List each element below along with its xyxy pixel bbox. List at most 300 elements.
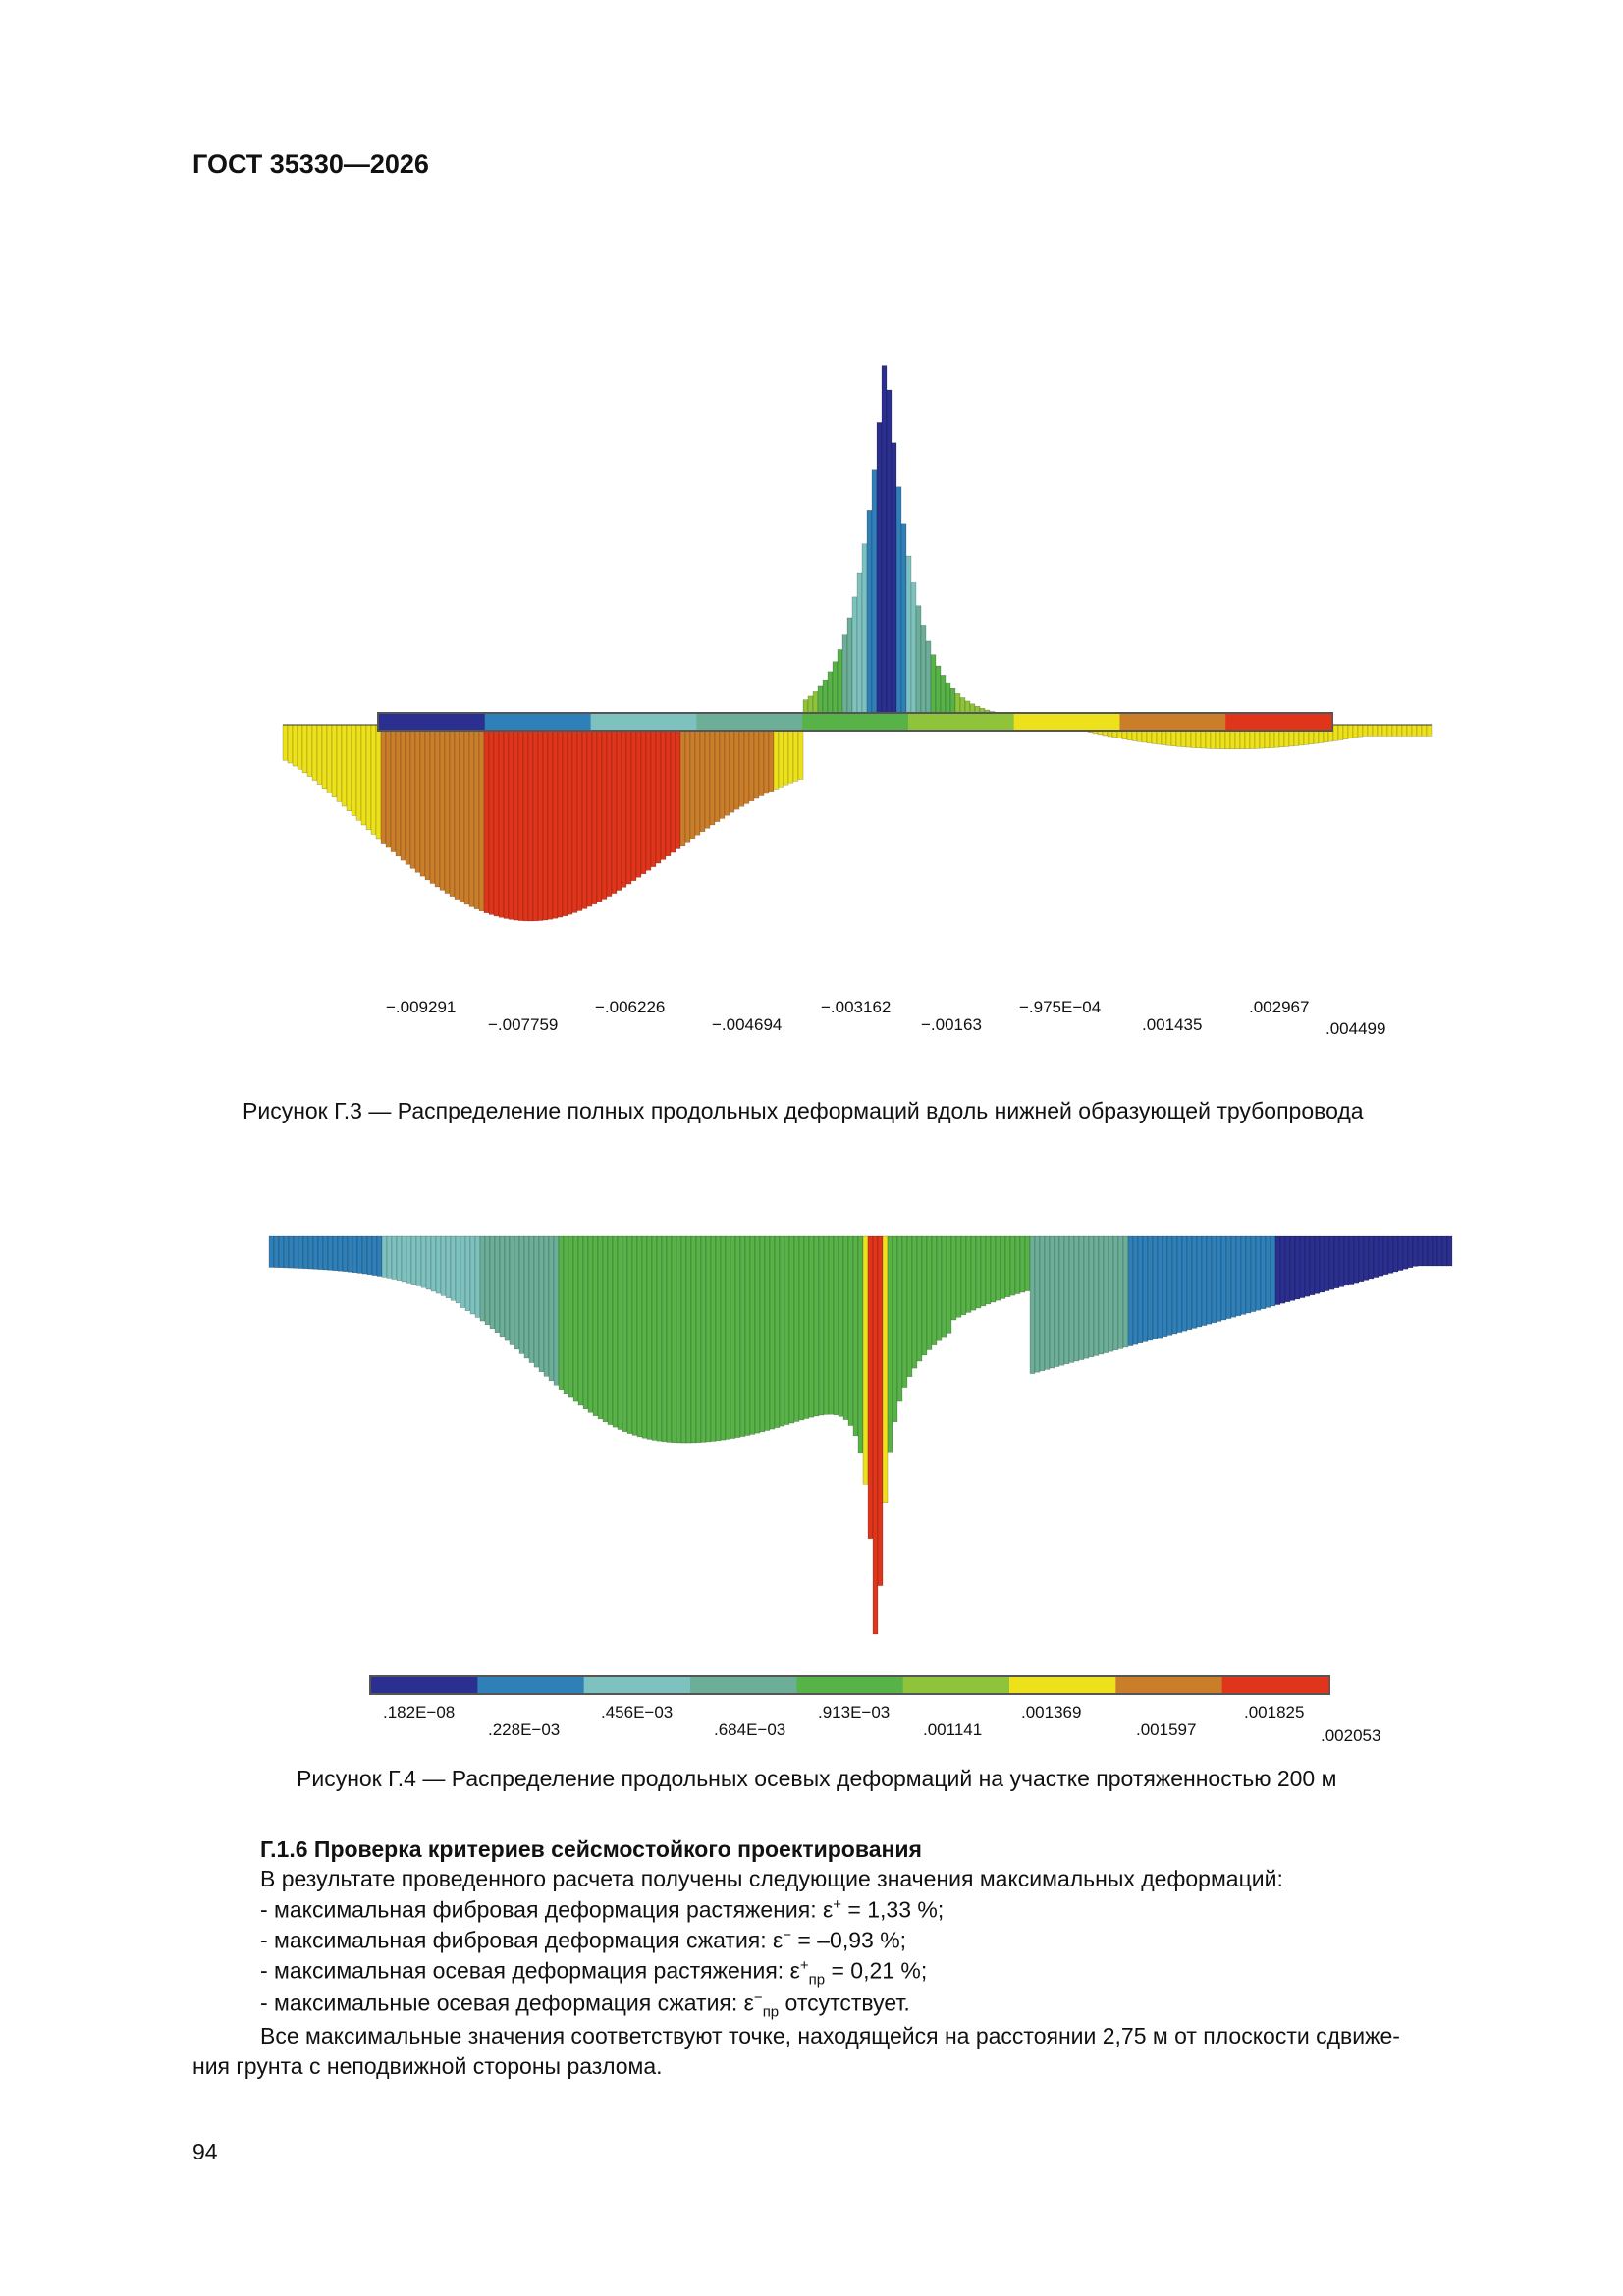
g4-bar [1104,1236,1109,1353]
g3-legend-cell [908,714,1014,730]
g4-bar [416,1236,421,1285]
g4-bar [1354,1236,1359,1283]
g4-bar [308,1236,313,1269]
g3-bar [887,390,892,725]
g4-bar [1005,1236,1010,1297]
g3-tick-9: .002967 [1249,998,1310,1016]
g4-bar [986,1236,991,1304]
g4-bar [770,1236,775,1429]
g4-bar [348,1236,352,1272]
g3-bar [617,725,622,891]
g3-bar [690,725,695,839]
g4-bar [1442,1236,1447,1266]
g4-bar [1329,1236,1334,1289]
g4-bar [1192,1236,1197,1328]
bullet-1-value: = 1,33 %; [841,1896,945,1923]
g4-bar [608,1236,613,1425]
g4-bar [1418,1236,1423,1266]
g3-bar [705,725,710,828]
g3-bar [293,725,298,766]
g4-bar [475,1236,480,1317]
g4-legend-cell [371,1677,478,1693]
g3-bar [680,725,685,846]
g3-bar [636,725,641,877]
g4-bar [927,1236,932,1350]
g4-bar [760,1236,765,1432]
g4-bar [382,1236,387,1277]
g4-bar [730,1236,735,1439]
g3-tick-5: −.003162 [821,998,892,1016]
g4-bar [745,1236,750,1435]
g4-bar [338,1236,343,1271]
g4-bar [480,1236,485,1321]
g3-bar [734,725,739,809]
g3-legend-cell [696,714,802,730]
g4-bar [981,1236,986,1306]
bullet-3-sup: + [799,1957,809,1974]
g4-bar [686,1236,691,1443]
g3-bar [474,725,479,909]
g3-bar [548,725,553,919]
g3-bar [396,725,401,856]
closing-line-2: ния грунта с неподвижной стороны разлома. [192,2053,663,2079]
g4-bar [289,1236,294,1268]
g4-bar [932,1236,937,1345]
g4-bar [1094,1236,1099,1355]
g3-bar [754,725,759,798]
g3-bar [842,635,847,725]
g3-bars [283,366,1432,921]
g3-bar [1363,725,1368,736]
g4-bar [1025,1236,1030,1291]
g4-bar [966,1236,971,1312]
g4-tick-5: .913E−03 [818,1703,891,1722]
g3-bar [882,366,887,725]
g4-bar [495,1236,500,1333]
g4-bar [996,1236,1001,1300]
g4-bar [500,1236,505,1337]
g4-bar [1275,1236,1280,1305]
g4-bar [701,1236,706,1442]
g4-bar [1045,1236,1050,1369]
g4-bar [1217,1236,1221,1321]
g4-bar [799,1236,804,1420]
g3-bar [867,510,872,725]
g3-bar [612,725,617,894]
g3-bar [518,725,523,921]
g4-bar [1261,1236,1266,1309]
g3-bar [695,725,700,835]
g4-bar [1221,1236,1226,1320]
g3-bar [1358,725,1363,737]
g4-bar [775,1236,780,1428]
section-intro: В результате проведенного расчета получены следующие значения максимальных деформаций: [260,1866,1283,1891]
g4-bar [956,1236,961,1317]
g3-bar [332,725,337,797]
g3-bar [445,725,450,894]
g4-bar [529,1236,534,1363]
g4-bar [765,1236,770,1430]
g4-bar [1069,1236,1074,1362]
g4-legend-cell [1115,1677,1222,1693]
g3-bar [764,725,769,793]
g4-bar [1020,1236,1025,1292]
g4-bar [1001,1236,1005,1298]
g4-bar [1148,1236,1153,1340]
g3-bar [288,725,293,763]
g3-bar [1427,725,1432,736]
g4-bar [1182,1236,1187,1331]
g3-bar [597,725,602,902]
g4-bar [706,1236,711,1442]
g4-bar [1226,1236,1231,1319]
g4-bar [441,1236,446,1295]
g4-bar [593,1236,598,1416]
g4-bar [387,1236,392,1278]
g4-bar [897,1236,902,1401]
g3-bar [857,573,862,725]
bullet-4-sup: − [753,1990,763,2006]
g4-bar [505,1236,510,1340]
g3-bar [572,725,577,912]
g3-bar [381,725,386,844]
g4-bar [298,1236,303,1269]
g3-bar [1378,725,1382,736]
g4-bar [627,1236,632,1434]
g3-bar [906,556,911,725]
g3-bar [1343,725,1348,739]
g4-bar [942,1236,947,1337]
g4-bar [1079,1236,1084,1360]
g3-bar [798,725,803,779]
g4-bar [402,1236,406,1282]
g3-bar [862,544,867,725]
g4-bar [750,1236,755,1434]
g4-bar [1123,1236,1128,1347]
g4-bar [564,1236,568,1394]
g3-bar [504,725,509,918]
g4-bar [1128,1236,1133,1346]
g4-bar [1379,1236,1383,1276]
g4-bar [676,1236,681,1443]
g4-tick-3: .456E−03 [601,1703,674,1722]
g4-bar [819,1236,824,1415]
g3-bar [1373,725,1378,736]
g3-bar [1417,725,1422,736]
g4-bar [1447,1236,1452,1266]
g4-bar [1295,1236,1300,1299]
g4-bar [1030,1236,1035,1374]
g4-bar [603,1236,608,1422]
g4-bar [411,1236,416,1285]
g4-bar [1212,1236,1217,1323]
g3-tick-3: −.006226 [595,998,666,1016]
g3-legend-cell [1119,714,1225,730]
g4-bar [794,1236,799,1421]
g4-bar [362,1236,367,1274]
g3-bar [622,725,626,887]
g3-bar [1407,725,1412,736]
g4-bar [294,1236,298,1268]
g4-bar [691,1236,696,1443]
g4-bar [902,1236,907,1388]
g4-bar [583,1236,588,1409]
g4-legend-cell [1222,1677,1329,1693]
g3-bar [720,725,725,818]
g4-bar [863,1236,868,1484]
g3-bar [852,597,857,725]
g3-bar [1353,725,1358,738]
g4-bar [1359,1236,1364,1282]
g4-bar [519,1236,524,1353]
g3-bar [538,725,543,921]
g3-bar [759,725,764,795]
g3-legend-cell [379,714,485,730]
g4-bar [1374,1236,1379,1278]
g4-bar [991,1236,996,1302]
bullet-2-sup: − [783,1927,792,1943]
g4-bar [1084,1236,1089,1358]
g3-bar [685,725,690,842]
g3-bar [646,725,651,870]
g3-bar [312,725,317,780]
g3-bar [494,725,499,916]
g4-bar [873,1236,878,1634]
g4-bar [888,1236,893,1452]
g3-bar [1402,725,1407,736]
g4-bar [1344,1236,1349,1285]
g4-bar [303,1236,308,1269]
g4-bar [1113,1236,1118,1350]
g3-tick-8: .001435 [1142,1015,1203,1034]
bullet-4-sub: пр [762,2003,780,2021]
figure-g3-caption: Рисунок Г.3 — Распределение полных продольных деформаций вдоль нижней образующей трубопровода [243,1098,1364,1123]
g4-bar [858,1236,863,1453]
g3-bar [592,725,597,904]
g4-bar [780,1236,784,1426]
g4-bar [313,1236,318,1269]
g4-bar [1158,1236,1163,1338]
g3-tick-6: −.00163 [921,1015,982,1034]
g3-legend-cell [1014,714,1120,730]
g3-bar [1422,725,1427,736]
g4-bar [539,1236,544,1372]
g4-bar [323,1236,328,1270]
g4-bar [544,1236,549,1376]
g4-bar [343,1236,348,1272]
g4-bar [1010,1236,1015,1295]
g4-bar [853,1236,858,1436]
closing-line-1: Все максимальные значения соответствуют точке, находящейся на расстоянии 2,75 м от плоскости сдвиже- [260,2023,1400,2049]
g4-bar [1231,1236,1236,1317]
g3-bar [607,725,612,897]
g3-bar [322,725,327,789]
g4-bar [1285,1236,1290,1302]
g3-bar [1382,725,1387,736]
g4-tick-9: .001825 [1244,1703,1305,1722]
g3-bar [430,725,435,883]
g3-bar [710,725,715,825]
g4-bars [269,1236,1452,1634]
g3-bar [587,725,592,906]
g4-bar [662,1236,667,1442]
g3-bar [725,725,730,815]
g4-bar [632,1236,637,1435]
g3-bar [514,725,518,920]
g4-tick-6: .001141 [923,1721,983,1739]
g4-bar [421,1236,426,1287]
g4-bar [1305,1236,1310,1296]
g3-legend-cell [802,714,908,730]
g4-bar [1310,1236,1315,1295]
g4-bar [1035,1236,1040,1372]
g3-tick-10: .004499 [1325,1019,1386,1038]
g4-bar [848,1236,853,1426]
g4-bar [274,1236,279,1268]
g4-bar [834,1236,839,1415]
bullet-2-text: - максимальная фибровая деформация сжатия: ε [260,1927,784,1953]
g4-bar [1133,1236,1138,1344]
g3-bar [307,725,312,777]
g4-bar [922,1236,927,1355]
g4-bar [1315,1236,1320,1293]
g4-bar [947,1236,951,1333]
g4-bar [657,1236,662,1441]
g3-bar [533,725,538,921]
g4-bar [392,1236,397,1280]
g4-bar [1163,1236,1167,1337]
g4-bar [843,1236,848,1420]
g4-bar [1364,1236,1369,1280]
g3-bar [327,725,332,793]
g4-bar [1040,1236,1045,1371]
g3-bar [666,725,671,856]
g4-bar [1236,1236,1241,1316]
g3-bar [347,725,352,811]
g3-bar [626,725,631,884]
g3-bar [1333,725,1338,740]
g4-bar [446,1236,451,1298]
g4-bar [598,1236,603,1419]
g4-bar [711,1236,716,1441]
bullet-3-text: - максимальная осевая деформация растяжения: ε [260,1957,800,1984]
g3-bar [523,725,528,921]
g3-bar [911,582,916,725]
g4-tick-10: .002053 [1321,1726,1381,1745]
g4-bar [652,1236,657,1440]
g4-bar [451,1236,456,1300]
g4-bar [1428,1236,1433,1266]
g3-bar [779,725,784,787]
g3-tick-7: −.975E−04 [1019,998,1102,1016]
g4-bar [372,1236,377,1276]
g3-bar [460,725,464,902]
g3-bar [602,725,607,899]
document-id: ГОСТ 35330—2026 [192,149,429,179]
g3-bar [749,725,754,801]
g4-bar [893,1236,897,1422]
g4-bar [377,1236,382,1276]
g4-bar [1320,1236,1325,1292]
g4-bar [1172,1236,1177,1334]
g3-bar [484,725,489,913]
g4-bar [1059,1236,1064,1365]
g3-bar [730,725,734,812]
g4-bar [951,1236,956,1320]
g4-bar [1349,1236,1354,1285]
bullet-fiber-tension [260,1896,944,1924]
g4-bar [1383,1236,1388,1275]
g4-bar [917,1236,922,1361]
g4-bar [789,1236,794,1423]
g4-bar [755,1236,760,1433]
g4-legend-cell [584,1677,691,1693]
g4-bar [883,1236,888,1503]
g4-bar [485,1236,490,1325]
g3-bar [391,725,396,852]
g4-bar [622,1236,627,1432]
bullet-3-sub: пр [808,1971,826,1989]
g3-bar [921,625,926,725]
g4-tick-4: .684E−03 [714,1721,786,1739]
g3-bar [356,725,361,820]
bullet-4-value: отсутствует. [779,1990,910,2016]
g3-bar [499,725,504,917]
g3-bar [769,725,774,792]
g4-bar [1300,1236,1305,1298]
bullet-axial-tension [260,1957,927,1988]
bullet-1-sup: + [833,1896,842,1913]
g4-bar [1369,1236,1374,1279]
g4-bar [726,1236,730,1439]
g4-bar [568,1236,573,1397]
g4-bar [465,1236,470,1311]
g3-bar [361,725,366,825]
g4-bar [534,1236,539,1367]
g3-bar [435,725,440,887]
section-heading: Г.1.6 Проверка критериев сейсмостойкого проектирования [260,1836,922,1862]
figure-g4 [265,1232,1453,1714]
g4-bar [618,1236,622,1430]
g4-bar [1388,1236,1393,1273]
g4-bar [352,1236,357,1273]
g4-bar [1408,1236,1413,1268]
g4-bar [1064,1236,1069,1364]
g4-bar [1433,1236,1437,1266]
g3-bar [793,725,798,781]
g4-bar [559,1236,564,1390]
g4-bar [436,1236,441,1293]
g4-bar [829,1236,834,1414]
g4-bar [1187,1236,1192,1330]
g4-bar [721,1236,726,1440]
g3-bar [577,725,582,910]
g4-bar [279,1236,284,1268]
g3-bar [509,725,514,919]
g4-legend-cell [796,1677,903,1693]
g4-bar [1050,1236,1055,1368]
g3-tick-4: −.004694 [712,1015,783,1034]
g4-bar [578,1236,583,1405]
g3-bar [317,725,322,785]
g4-bar [269,1236,274,1267]
g4-bar [672,1236,676,1443]
g3-bar [872,470,877,725]
g4-bar [1177,1236,1182,1333]
g4-bar [426,1236,431,1289]
g3-bar [1387,725,1392,736]
g4-bar [1325,1236,1329,1291]
